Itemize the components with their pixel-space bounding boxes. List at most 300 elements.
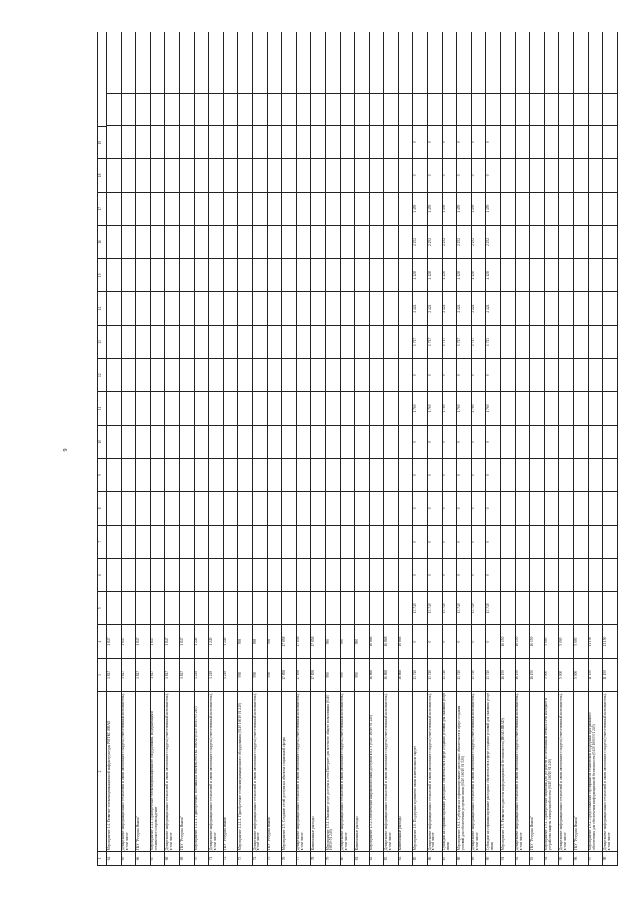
value-cell bbox=[355, 559, 369, 592]
value-cell bbox=[603, 326, 617, 359]
row-number-cell: 71 bbox=[209, 852, 223, 866]
value-cell bbox=[165, 359, 179, 392]
row-number-cell: 72 bbox=[224, 852, 238, 866]
value-cell bbox=[253, 126, 267, 159]
value-cell bbox=[195, 592, 209, 625]
value-cell bbox=[136, 459, 150, 492]
value-cell bbox=[501, 392, 515, 425]
value-cell bbox=[311, 326, 325, 359]
value-cell bbox=[574, 226, 588, 259]
row-number-cell: 84 bbox=[399, 852, 413, 866]
value-cell bbox=[209, 359, 223, 392]
value-cell bbox=[589, 559, 603, 592]
value-cell bbox=[341, 259, 355, 292]
value-cell bbox=[253, 93, 267, 126]
value-cell bbox=[180, 426, 194, 459]
value-cell bbox=[530, 526, 544, 559]
value-cell bbox=[341, 459, 355, 492]
value-cell bbox=[122, 226, 136, 259]
value-cell bbox=[297, 559, 311, 592]
value-cell: 0 bbox=[413, 526, 427, 559]
value-cell bbox=[136, 159, 150, 192]
value-cell bbox=[107, 126, 121, 159]
value-cell bbox=[195, 93, 209, 126]
value-cell bbox=[209, 126, 223, 159]
value-cell bbox=[122, 93, 136, 126]
value-cell bbox=[559, 292, 573, 325]
budget-table bbox=[97, 32, 609, 866]
value-cell bbox=[559, 259, 573, 292]
header-cell: 6 bbox=[98, 559, 106, 592]
value-cell bbox=[384, 359, 398, 392]
value-cell bbox=[151, 392, 165, 425]
value-cell: 990 bbox=[326, 625, 340, 658]
value-cell bbox=[559, 93, 573, 126]
value-cell: 1 847 bbox=[180, 625, 194, 658]
value-cell bbox=[443, 93, 457, 126]
value-cell bbox=[136, 359, 150, 392]
value-cell: 2 424 bbox=[443, 292, 457, 325]
value-cell bbox=[341, 359, 355, 392]
value-cell: 0 bbox=[486, 459, 500, 492]
value-cell bbox=[151, 526, 165, 559]
value-cell bbox=[253, 392, 267, 425]
value-cell bbox=[589, 126, 603, 159]
value-cell bbox=[268, 126, 282, 159]
value-cell bbox=[326, 126, 340, 159]
value-cell bbox=[603, 559, 617, 592]
value-cell bbox=[165, 292, 179, 325]
row-number-cell: 75 bbox=[268, 852, 282, 866]
value-cell bbox=[326, 359, 340, 392]
row-name-cell: Капитальные расходы bbox=[311, 692, 325, 852]
row-number-cell: 87 bbox=[443, 852, 457, 866]
value-cell bbox=[355, 292, 369, 325]
value-cell bbox=[136, 392, 150, 425]
value-cell bbox=[268, 226, 282, 259]
header-cell: 4 bbox=[98, 625, 106, 658]
row-number-cell: 95 bbox=[559, 852, 573, 866]
value-cell bbox=[209, 426, 223, 459]
row-name-cell: Мероприятие 1.9. Развитие подсистем информационной безопасности (ЯНАО ЯНАО) bbox=[501, 692, 515, 852]
value-cell bbox=[341, 126, 355, 159]
value-cell bbox=[282, 392, 296, 425]
value-cell bbox=[384, 93, 398, 126]
value-cell bbox=[530, 359, 544, 392]
value-cell bbox=[530, 126, 544, 159]
value-cell bbox=[341, 93, 355, 126]
table-row bbox=[311, 32, 326, 866]
row-number-cell: 76 bbox=[282, 852, 296, 866]
value-cell bbox=[574, 93, 588, 126]
row-name-cell: Мероприятие 1.6.1. Субсидии на софинансирование расходных обязательств в сфере создания условий для обеспечения услугами связи (0410 16010 01 520) bbox=[457, 692, 471, 852]
value-cell bbox=[399, 459, 413, 492]
value-cell: 0 bbox=[428, 159, 442, 192]
value-cell bbox=[209, 226, 223, 259]
value-cell bbox=[165, 259, 179, 292]
value-cell bbox=[341, 559, 355, 592]
value-cell bbox=[195, 326, 209, 359]
value-cell: 1 760 bbox=[443, 392, 457, 425]
value-cell bbox=[559, 459, 573, 492]
value-cell: 0 bbox=[472, 526, 486, 559]
value-cell bbox=[122, 559, 136, 592]
value-cell: 5 000 bbox=[574, 625, 588, 658]
row-number-cell: 88 bbox=[457, 852, 471, 866]
value-cell: 0 bbox=[472, 492, 486, 525]
value-cell bbox=[238, 492, 252, 525]
value-cell bbox=[545, 526, 559, 559]
value-cell bbox=[341, 492, 355, 525]
value-cell bbox=[370, 426, 384, 459]
row-name-cell: Департамент информационных технологий и связи автономного округа (ответственный исполнитель), в том числе bbox=[253, 692, 267, 852]
value-cell bbox=[399, 559, 413, 592]
value-cell bbox=[209, 392, 223, 425]
value-cell bbox=[603, 392, 617, 425]
value-cell bbox=[180, 492, 194, 525]
value-cell bbox=[574, 392, 588, 425]
value-cell: 4 128 bbox=[457, 259, 471, 292]
value-cell bbox=[603, 226, 617, 259]
value-cell bbox=[603, 592, 617, 625]
value-cell bbox=[370, 292, 384, 325]
value-cell bbox=[326, 259, 340, 292]
value-cell bbox=[195, 159, 209, 192]
value-cell: 13 740 bbox=[472, 659, 486, 692]
row-name-cell: Департамент информационных технологий и связи автономного округа (ответственный исполнитель), в том числе bbox=[516, 692, 530, 852]
value-cell bbox=[355, 592, 369, 625]
value-cell bbox=[559, 326, 573, 359]
value-cell bbox=[355, 492, 369, 525]
value-cell: 4 128 bbox=[413, 259, 427, 292]
value-cell bbox=[311, 93, 325, 126]
value-cell bbox=[253, 492, 267, 525]
value-cell: 0 bbox=[457, 459, 471, 492]
value-cell bbox=[311, 392, 325, 425]
row-number-cell: 66 bbox=[136, 852, 150, 866]
value-cell: 16 150 bbox=[501, 659, 515, 692]
value-cell bbox=[195, 492, 209, 525]
value-cell bbox=[107, 93, 121, 126]
header-cell: 19 bbox=[98, 126, 106, 159]
value-cell: 0 bbox=[413, 459, 427, 492]
table-row bbox=[107, 32, 122, 866]
value-cell bbox=[501, 126, 515, 159]
table-row bbox=[399, 32, 414, 866]
value-cell: 4 128 bbox=[443, 259, 457, 292]
header-cell: 2 bbox=[98, 692, 106, 852]
value-cell bbox=[136, 126, 150, 159]
value-cell bbox=[559, 526, 573, 559]
value-cell: 1 847 bbox=[136, 659, 150, 692]
value-cell bbox=[224, 392, 238, 425]
value-cell bbox=[603, 259, 617, 292]
value-cell bbox=[501, 193, 515, 226]
value-cell bbox=[311, 226, 325, 259]
value-cell bbox=[165, 592, 179, 625]
row-name-cell: Мероприятие 1.9.2. Предоставление сертификатов технической поддержки программного обеспечения для обеспечения информационной безопасности (0410 16010 01 240) bbox=[589, 692, 603, 852]
value-cell: 1 760 bbox=[457, 392, 471, 425]
value-cell bbox=[341, 326, 355, 359]
value-cell bbox=[180, 159, 194, 192]
value-cell: 13 740 bbox=[486, 592, 500, 625]
value-cell: 598 bbox=[253, 659, 267, 692]
value-cell bbox=[603, 426, 617, 459]
row-name-cell: Департамент информационных технологий и связи автономного округа (ответственный исполнитель), в том числе bbox=[297, 692, 311, 852]
value-cell bbox=[516, 426, 530, 459]
value-cell bbox=[268, 193, 282, 226]
header-cell: 12 bbox=[98, 359, 106, 392]
value-cell bbox=[574, 193, 588, 226]
value-cell bbox=[370, 459, 384, 492]
value-cell bbox=[501, 326, 515, 359]
value-cell bbox=[311, 526, 325, 559]
value-cell bbox=[384, 292, 398, 325]
value-cell: 1 249 bbox=[224, 659, 238, 692]
value-cell: 598 bbox=[238, 659, 252, 692]
value-cell: 990 bbox=[326, 659, 340, 692]
value-cell bbox=[165, 392, 179, 425]
value-cell bbox=[180, 326, 194, 359]
value-cell bbox=[209, 526, 223, 559]
value-cell: 1 847 bbox=[165, 659, 179, 692]
header-cell: 11 bbox=[98, 392, 106, 425]
value-cell bbox=[545, 559, 559, 592]
value-cell bbox=[355, 193, 369, 226]
value-cell bbox=[151, 359, 165, 392]
value-cell: 17 858 bbox=[282, 625, 296, 658]
value-cell: 13 740 bbox=[443, 592, 457, 625]
value-cell bbox=[180, 592, 194, 625]
value-cell bbox=[136, 592, 150, 625]
value-cell: 13 740 bbox=[413, 592, 427, 625]
value-cell bbox=[574, 492, 588, 525]
value-cell bbox=[589, 259, 603, 292]
value-cell bbox=[224, 359, 238, 392]
value-cell: 1 760 bbox=[428, 392, 442, 425]
header-cell: 5 bbox=[98, 592, 106, 625]
row-name-cell: Мероприятие 1.4. Развитие телекоммуникационной инфраструктуры РМТКС ЯНАО bbox=[107, 692, 121, 852]
value-cell bbox=[282, 226, 296, 259]
value-cell bbox=[501, 292, 515, 325]
value-cell bbox=[545, 592, 559, 625]
value-cell: 0 bbox=[428, 492, 442, 525]
table-row bbox=[428, 32, 443, 866]
value-cell bbox=[238, 459, 252, 492]
value-cell bbox=[574, 459, 588, 492]
value-cell: 0 bbox=[443, 426, 457, 459]
value-cell: 0 bbox=[457, 359, 471, 392]
value-cell bbox=[268, 392, 282, 425]
row-name-cell: ГКУ "Ресурсы Ямала" bbox=[574, 692, 588, 852]
value-cell bbox=[151, 93, 165, 126]
table-row bbox=[370, 32, 385, 866]
value-cell: 16 150 bbox=[530, 625, 544, 658]
value-cell bbox=[136, 259, 150, 292]
table-row bbox=[413, 32, 428, 866]
value-cell bbox=[516, 292, 530, 325]
value-cell: 16 868 bbox=[370, 659, 384, 692]
row-name-cell: Мероприятие 1.4.1. Приобретение телекоммуникационного оборудования, модернизация и техническое сопровождение bbox=[151, 692, 165, 852]
value-cell bbox=[253, 559, 267, 592]
value-cell bbox=[238, 526, 252, 559]
value-cell bbox=[238, 392, 252, 425]
value-cell bbox=[399, 392, 413, 425]
value-cell: 0 bbox=[457, 526, 471, 559]
value-cell bbox=[384, 126, 398, 159]
value-cell bbox=[297, 459, 311, 492]
value-cell bbox=[326, 459, 340, 492]
value-cell bbox=[151, 326, 165, 359]
value-cell bbox=[559, 592, 573, 625]
row-name-cell: Мероприятие 1.5.2. Обеспечение широкополосным доступом в ЕГЭ (0410 16010 01 240) bbox=[370, 692, 384, 852]
scanned-table-frame bbox=[97, 32, 609, 866]
row-name-cell: Мероприятие 1.5.1. Оказание услуг доступа к сети Интернет для местного общего пользования (0410 16010 01 240) bbox=[326, 692, 340, 852]
value-cell bbox=[253, 226, 267, 259]
row-number-cell: 85 bbox=[413, 852, 427, 866]
value-cell bbox=[501, 93, 515, 126]
value-cell bbox=[341, 292, 355, 325]
value-cell bbox=[530, 392, 544, 425]
value-cell bbox=[355, 426, 369, 459]
value-cell: 11 150 bbox=[589, 625, 603, 658]
value-cell: 2 252 bbox=[413, 226, 427, 259]
table-row bbox=[195, 32, 210, 866]
value-cell bbox=[122, 259, 136, 292]
value-cell bbox=[195, 559, 209, 592]
value-cell bbox=[209, 326, 223, 359]
value-cell bbox=[355, 326, 369, 359]
value-cell bbox=[136, 426, 150, 459]
value-cell bbox=[545, 226, 559, 259]
value-cell bbox=[603, 492, 617, 525]
row-name-cell: Субсидии на софинансирование расходных обязательств в сфере создания условий для оказания услуг связи bbox=[443, 692, 457, 852]
value-cell bbox=[559, 193, 573, 226]
row-number-cell: 65 bbox=[122, 852, 136, 866]
value-cell bbox=[516, 526, 530, 559]
value-cell bbox=[501, 459, 515, 492]
value-cell bbox=[574, 159, 588, 192]
value-cell: 13 740 bbox=[428, 592, 442, 625]
value-cell bbox=[559, 426, 573, 459]
header-cell: 3 bbox=[98, 659, 106, 692]
value-cell: 5 000 bbox=[545, 625, 559, 658]
value-cell bbox=[195, 226, 209, 259]
value-cell: 0 bbox=[413, 426, 427, 459]
value-cell bbox=[209, 492, 223, 525]
value-cell bbox=[180, 126, 194, 159]
value-cell bbox=[326, 193, 340, 226]
row-number-cell: 98 bbox=[603, 852, 617, 866]
value-cell bbox=[282, 93, 296, 126]
row-number-cell: 86 bbox=[428, 852, 442, 866]
value-cell bbox=[209, 193, 223, 226]
value-cell bbox=[370, 159, 384, 192]
value-cell bbox=[297, 159, 311, 192]
value-cell bbox=[297, 126, 311, 159]
value-cell bbox=[428, 93, 442, 126]
value-cell bbox=[180, 93, 194, 126]
value-cell bbox=[107, 559, 121, 592]
value-cell bbox=[384, 326, 398, 359]
value-cell bbox=[268, 292, 282, 325]
value-cell: 0 bbox=[428, 359, 442, 392]
value-cell bbox=[311, 292, 325, 325]
value-cell bbox=[326, 93, 340, 126]
value-cell bbox=[559, 492, 573, 525]
value-cell bbox=[384, 592, 398, 625]
value-cell: 16 868 bbox=[384, 659, 398, 692]
value-cell bbox=[384, 159, 398, 192]
value-cell: 13 740 bbox=[443, 659, 457, 692]
value-cell: 0 bbox=[443, 126, 457, 159]
value-cell bbox=[603, 159, 617, 192]
value-cell: 17 858 bbox=[282, 659, 296, 692]
value-cell: 1 717 bbox=[428, 326, 442, 359]
value-cell bbox=[297, 292, 311, 325]
header-cell: 8 bbox=[98, 492, 106, 525]
row-number-cell: 70 bbox=[195, 852, 209, 866]
value-cell bbox=[297, 492, 311, 525]
value-cell bbox=[195, 126, 209, 159]
value-cell bbox=[209, 292, 223, 325]
value-cell: 5 000 bbox=[574, 659, 588, 692]
value-cell bbox=[545, 359, 559, 392]
value-cell: 16 150 bbox=[530, 659, 544, 692]
row-name-cell: Капитальные расходы bbox=[399, 692, 413, 852]
value-cell bbox=[370, 559, 384, 592]
value-cell: 1 760 bbox=[413, 392, 427, 425]
value-cell: 0 bbox=[486, 426, 500, 459]
value-cell bbox=[311, 492, 325, 525]
value-cell bbox=[516, 392, 530, 425]
value-cell bbox=[516, 259, 530, 292]
value-cell bbox=[122, 492, 136, 525]
value-cell bbox=[501, 559, 515, 592]
value-cell bbox=[545, 93, 559, 126]
value-cell: 17 858 bbox=[311, 625, 325, 658]
value-cell bbox=[311, 592, 325, 625]
value-cell bbox=[530, 193, 544, 226]
value-cell bbox=[282, 126, 296, 159]
table-row bbox=[282, 32, 297, 866]
value-cell: 1 847 bbox=[107, 625, 121, 658]
value-cell: 2 252 bbox=[428, 226, 442, 259]
value-cell bbox=[559, 559, 573, 592]
value-cell bbox=[238, 326, 252, 359]
value-cell: 16 868 bbox=[384, 625, 398, 658]
value-cell bbox=[516, 193, 530, 226]
value-cell bbox=[224, 459, 238, 492]
value-cell bbox=[355, 159, 369, 192]
value-cell bbox=[107, 459, 121, 492]
value-cell: 0 bbox=[457, 159, 471, 192]
value-cell bbox=[355, 392, 369, 425]
value-cell: 1 847 bbox=[151, 625, 165, 658]
value-cell bbox=[559, 159, 573, 192]
value-cell: 0 bbox=[443, 625, 457, 658]
value-cell: 0 bbox=[428, 459, 442, 492]
value-cell bbox=[399, 126, 413, 159]
value-cell: 0 bbox=[428, 526, 442, 559]
value-cell bbox=[589, 526, 603, 559]
value-cell bbox=[384, 426, 398, 459]
value-cell: 13 740 bbox=[486, 659, 500, 692]
value-cell: 0 bbox=[472, 426, 486, 459]
value-cell bbox=[165, 126, 179, 159]
value-cell bbox=[384, 259, 398, 292]
value-cell: 0 bbox=[457, 559, 471, 592]
